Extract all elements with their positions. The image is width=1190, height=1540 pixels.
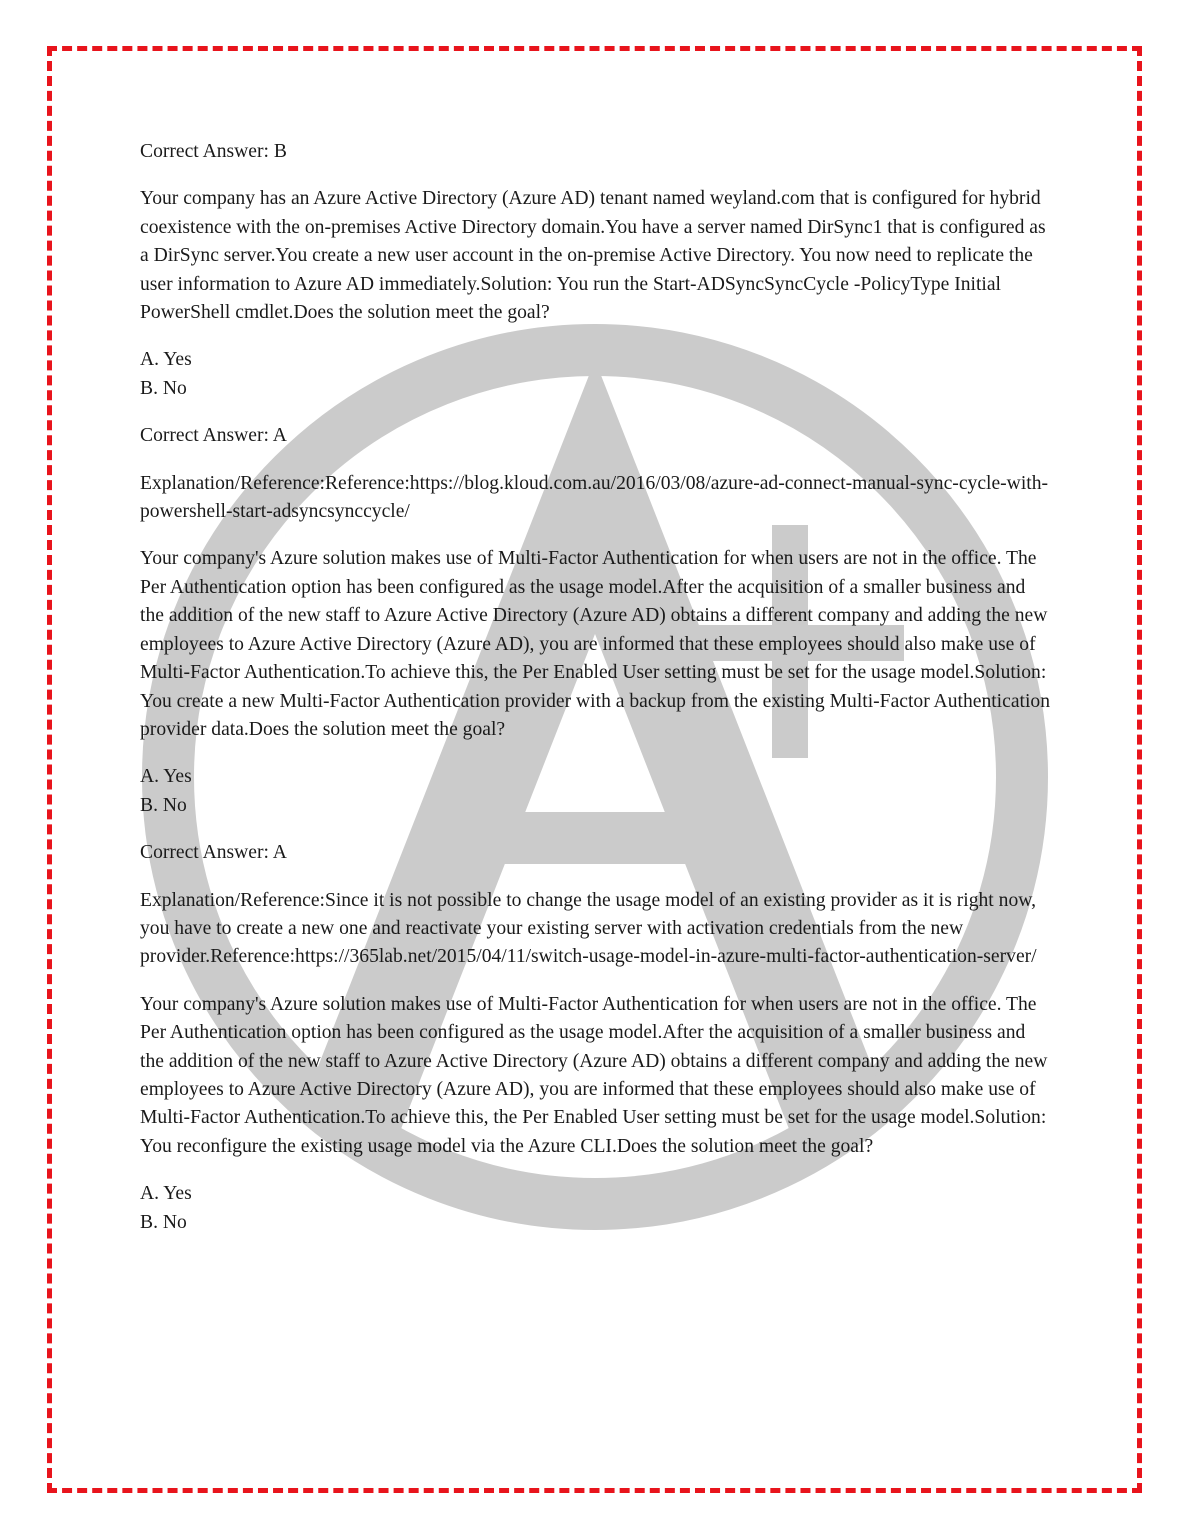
- option-a: A. Yes: [140, 766, 192, 788]
- answer-options: [140, 1180, 1050, 1237]
- explanation: Explanation/Reference:Reference:https://blog.kloud.com.au/2016/03/08/azure-ad-connect-manual-sync-cycle-with-powershell-start-adsyncsynccycle/: [140, 472, 1049, 523]
- correct-answer: Correct Answer: A: [140, 425, 287, 447]
- correct-answer: Correct Answer: A: [140, 842, 287, 864]
- question-text: Your company's Azure solution makes use of Multi-Factor Authentication for when users are not in the office. The Per Authentication option has been configured as the usage model.After the acquisition of a smaller business and the addition of the new staff to Azure Active Directory (Azure AD) obtains a different company and adding the new employees to Azure Active Directory (Azure AD), you are informed that these employees should also make use of Multi-Factor Authentication.To achieve this, the Per Enabled User setting must be set for the usage model.Solution: You reconfigure the existing usage model via the Azure CLI.Does the solution meet the goal?: [140, 993, 1048, 1157]
- option-b: B. No: [140, 794, 187, 816]
- answer-options: [140, 346, 1050, 403]
- correct-answer: Correct Answer: B: [140, 141, 287, 162]
- document-content: [140, 138, 1050, 1256]
- option-a: A. Yes: [140, 349, 192, 371]
- question-text: Your company's Azure solution makes use of Multi-Factor Authentication for when users are not in the office. The Per Authentication option has been configured as the usage model.After the acquisition of a smaller business and the addition of the new staff to Azure Active Directory (Azure AD) obtains a different company and adding the new employees to Azure Active Directory (Azure AD), you are informed that these employees should also make use of Multi-Factor Authentication.To achieve this, the Per Enabled User setting must be set for the usage model.Solution: You create a new Multi-Factor Authentication provider with a backup from the existing Multi-Factor Authentication provider data.Does the solution meet the goal?: [140, 548, 1050, 740]
- option-a: A. Yes: [140, 1183, 192, 1205]
- option-b: B. No: [140, 377, 187, 399]
- option-b: B. No: [140, 1211, 187, 1233]
- answer-options: [140, 763, 1050, 820]
- explanation: Explanation/Reference:Since it is not possible to change the usage model of an existing provider as it is right now, you have to create a new one and reactivate your existing server with activation credentials from the new provider.Reference:https://365lab.net/2015/04/11/switch-usage-model-in-azure-multi-factor-authentication-server/: [140, 889, 1037, 968]
- question-text: Your company has an Azure Active Directory (Azure AD) tenant named weyland.com that is configured for hybrid coexistence with the on-premises Active Directory domain.You have a server named DirSync1 that is configured as a DirSync server.You create a new user account in the on-premise Active Directory. You now need to replicate the user information to Azure AD immediately.Solution: You run the Start-ADSyncSyncCycle -PolicyType Initial PowerShell cmdlet.Does the solution meet the goal?: [140, 188, 1046, 324]
